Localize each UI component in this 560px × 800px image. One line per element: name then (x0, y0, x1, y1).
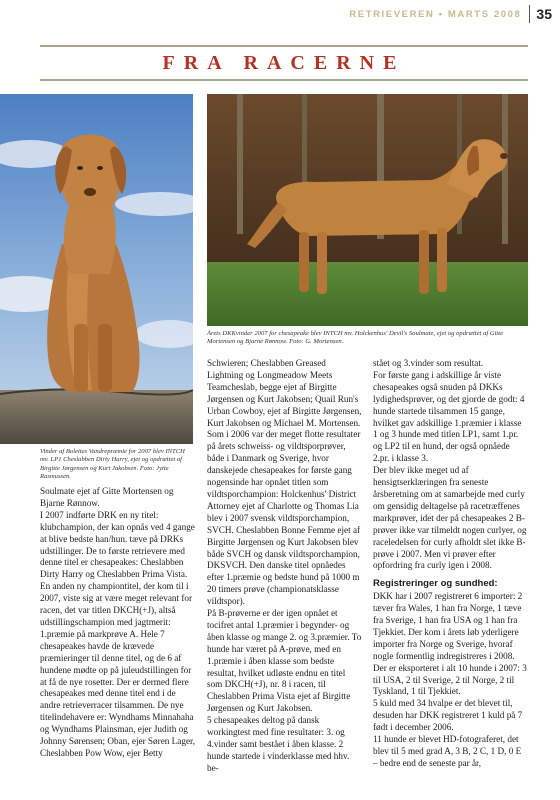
paragraph: For første gang i adskillige år viste chesapeakes også snuden på DKKs lydighedsprøver, og det gjorde de godt: 4 hunde startede tilsammen 15 gange, hvilket gav adskillige 1.præmier i klasse 1 og 3 hunde med titlen LP1, samt 1.pr. og LP2 til en hund, der også opnåede 2.pr. i klasse 3. (373, 369, 525, 464)
paragraph: 5 kuld med 34 hvalpe er det blevet til, desuden har DKK registreret 1 kuld på 7 født i december 2006. (373, 698, 523, 733)
running-header (349, 6, 552, 22)
header-divider (529, 5, 530, 23)
paragraph: stået og 3.vinder som resultat. (373, 358, 484, 368)
title-rule-bottom (40, 79, 528, 81)
photo-sitting-dog (0, 94, 193, 444)
caption-left-photo: Vinder af Bolettes Vandrepræmie for 2007 blev INTCH mv. LP1 Cheslabben Dirty Harry, ejet og opdrættet af Birgitte Jørgensen og Kurt Jakobsen. Foto: Jytte Rasmussen. (40, 448, 185, 481)
paragraph: Der blev ikke meget ud af hensigtserklæringen fra seneste årsberetning om at samarbejde med curly om gensidig deltagelse på racetræffenes markprøver, idet der på chesapeakes 2 B-prøver ikke var tilmeldt nogen curlyer, og raceledelsen for curly afholdt slet ikke B-prøve i 2007. Men vi prøver efter opfordring fra curly igen i 2008. (373, 465, 527, 571)
paragraph: Schwieren; Cheslabben Greased Lightning og Longmeadow Meets Teamcheslab, begge ejet af Birgitte Jørgensen og Kurt Jakobsen; Quail Run's Urban Cowboy, ejet af Birgitte Jørgensen, Kurt Jakobsen og Michael M. Mortensen. (207, 358, 362, 428)
subheading-registrations: Registreringer og sundhed: (373, 578, 498, 590)
paragraph: Soulmate ejet af Gitte Mortensen og Bjarne Rønnow. (40, 486, 174, 508)
page-number: 35 (536, 6, 552, 22)
paragraph: Som i 2006 var der meget flotte resultater på årets schweiss- og vildtsporprøver, både i Danmark og Sverige, hvor danskejede chesapeakes for første gang nogensinde har opnået titlen som vildtsporchampion: Holckenhus' District Attorney ejet af Charlotte og Thomas Lia blev i 2007 svensk vildtsporchampion, SVCH. Cheslabben Bonne Femme ejet af Birgitte Jørgensen og Kurt Jakobsen blev både SVCH og dansk vildtsporchampion, DKSVCH. Den danske titel opnåedes efter 1.præmie og bedste hund på 1000 m 20 timers prøve (championatsklasse vildtspor). (207, 429, 361, 607)
paragraph: 11 hunde er blevet HD-fotograferet, det blev til 5 med grad A, 3 B, 2 C, 1 D, 0 E – bedre end de seneste par år, (373, 734, 522, 768)
text-column-3 (373, 358, 528, 770)
photo-standing-dog (207, 94, 528, 326)
section-title: FRA RACERNE (162, 52, 406, 74)
caption-right-photo: Årets DKKvinder 2007 for chesapeake blev INTCH mv. Holckenhus' Devil's Soulmate, ejet og opdrættet af Gitte Mortensen og Bjarne Rønnow. Foto: G. Mortensen. (207, 330, 504, 346)
paragraph: 5 chesapeakes deltog på dansk workingtest med fine resultater: 3. og 4.vinder samt bestået i åben klasse. 2 hunde startede i vinderklasse med hhv. be- (207, 715, 350, 773)
paragraph: DKK har i 2007 registreret 6 importer: 2 tæver fra Wales, 1 han fra Norge, 1 tæve fra Sverige, 1 han fra USA og 1 han fra Tjekkiet. Der kom i årets løb yderligere importer fra Norge og Sverige, hvoraf nogle formentlig indregistreres i 2008. Der er eksporteret i alt 10 hunde i 2007: 3 til USA, 2 til Sverige, 2 til Norge, 2 til Tyskland, 1 til Tjekkiet. (373, 591, 527, 697)
magazine-title: RETRIEVEREN • MARTS 2008 (349, 8, 522, 20)
text-column-2 (207, 358, 362, 775)
paragraph: I 2007 indførte DRK en ny titel: klubchampion, der kan opnås ved 4 gange at blive bedste han/hun. tæve på DRKs udstillinger. De to første retrievere med denne titel er chesapeakes: Cheslabben Dirty Harry og Cheslabben Prima Vista. (40, 509, 195, 580)
text-column-1 (40, 486, 195, 760)
title-rule-top (40, 45, 528, 47)
paragraph: På B-prøverne er der igen opnået et tocifret antal 1.præmier i begynder- og åben klasse og mange 2. og 3.præmier. To hunde har været på A-prøve, med en 1.præmie i åben klasse som bedste resultat, hvilket udløste endnu en titel som DKCH(+J), nr. 8 i racen, til Cheslabben Prima Vista ejet af Birgitte Jørgensen og Kurt Jakobsen. (207, 608, 362, 714)
paragraph: En anden ny championtitel, der kom til i 2007, viste sig at være meget relevant for racen, det var titlen DKCH(+J), altså udstillingschampion med jagtmerit: 1.præmie på markprøve A. Hele 7 chesapeakes havde de krævede præmieringer til denne titel, og de 6 af hundene mødte op på juleudstillingen for at få de nye rosetter. Der er dermed flere chesapeakes med denne titel end i de andre retrieverracer tilsammen. De nye titelindehavere er: Wyndhams Minnahaha og Wyndhams Plainsman, ejer Judith og Johnny Sørensen; Oban, ejer Søren Lager, Cheslabben Pow Wow, ejer Betty (40, 581, 196, 758)
